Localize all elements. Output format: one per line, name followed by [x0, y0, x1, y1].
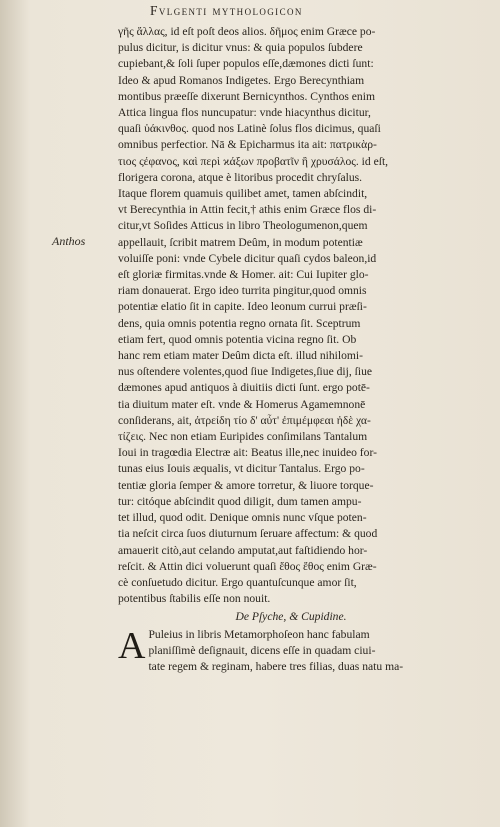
section-title: De Pſyche, & Cupidine.: [235, 610, 347, 624]
text-line: τιος ςέφανος, καὶ περὶ ϰάξων προβατῖν ἢ χρυσάλος. id eſt,: [118, 154, 389, 168]
text-line: τίζεις. Nec non etiam Euripides conſimilans Tantalum: [118, 430, 368, 444]
text-line: florigera corona, atque è litoribus procedit chryſalus.: [118, 170, 363, 184]
text-line: quaſi ὑάκινθος. quod nos Latinè ſolus flos dicimus, quaſi: [118, 122, 381, 136]
text-line: citur,vt Soſides Atticus in libro Theologumenon,quem: [118, 219, 368, 233]
text-line: tia neſcit circa ſuos diuturnum ſeruare affectum: & quod: [118, 527, 378, 541]
text-line: omnibus perfectior. Nā & Epicharmus ita ait: πατρικὰρ-: [118, 138, 377, 152]
opening-lines: [118, 624, 464, 676]
text-line: reſcit. & Attin dici voluerunt quaſi ἔθος ἔθος enim Græ-: [118, 559, 377, 573]
text-line: riam donauerat. Ergo ideo turrita pingitur,quod omnis: [118, 284, 367, 298]
text-line: tentiæ gloria ſemper & amore torretur, & liuore torque-: [118, 478, 374, 492]
text-line: γῆς ἄλλας, id eſt poſt deos alios. δῆμος enim Græce po-: [118, 25, 376, 38]
text-line: tet illud, quod odit. Denique omnis nunc vſque poten-: [118, 511, 367, 525]
chapter-opening: [118, 624, 464, 676]
text-line: hanc rem etiam mater Deûm dicta eſt. illud nihilomi-: [118, 349, 364, 363]
text-line: potentiæ elatio ſit in capite. Ideo leonum currui præſi-: [118, 300, 367, 314]
text-line: etiam fert, quod omnis potentia vicina regno ſit. Ob: [118, 332, 357, 346]
text-line: appellauit, ſcribit matrem Deûm, in modum potentiæ: [118, 235, 363, 249]
text-line: conſiderans, ait, ἀτρείδη τίο δ' αὖτ' ἐπιμέμφεαι ἠδὲ χα-: [118, 413, 371, 427]
text-line: nus oſtendere volentes,quod ſiue Indigetes,ſiue dij, ſiue: [118, 365, 373, 379]
text-line: tunas eius Iouis æqualis, vt dicitur Tantalus. Ergo po-: [118, 462, 365, 476]
text-line: Ideo & apud Romanos Indigetes. Ergo Berecynthiam: [118, 73, 365, 87]
text-line: montibus præeſſe dixerunt Bernicynthos. Cynthos enim: [118, 89, 375, 103]
text-line: eſt gloriæ firmitas.vnde & Homer. ait: Cui Iupiter glo-: [118, 268, 369, 282]
text-line: tur: citóque abſcindit quod diligit, dum tamen ampu-: [118, 494, 362, 508]
text-line: Attica lingua flos nuncupatur: vnde hiacynthus dicitur,: [118, 106, 371, 120]
margin-note: Anthos: [52, 234, 86, 248]
text-line: tia diuitum mater eſt. vnde & Homerus Agamemnonē: [118, 397, 366, 411]
body-text: [118, 24, 464, 675]
text-line: vt Berecynthia in Attin fecit,† athis enim Græce flos di-: [118, 203, 377, 217]
text-line: potentibus ſtabilis eſſe non nouit.: [118, 592, 271, 606]
text-line: Puleius in libris Metamorphoſeon hanc fabulam: [148, 627, 370, 641]
text-line: Ioui in tragœdia Electræ ait: Beatus ille,nec inuideo for-: [118, 446, 377, 460]
running-header: Fvlgenti mythologicon: [150, 3, 303, 18]
text-lines: [118, 24, 464, 607]
text-line: cupiebant,& ſoli ſuper populos eſſe,dæmones dicti ſunt:: [118, 57, 374, 71]
text-line: dæmones apud antiquos à diuitiis dicti ſunt. ergo potē-: [118, 381, 370, 395]
drop-cap: A: [118, 624, 146, 667]
text-line: cè conſuetudo dicitur. Ergo quantuſcunque amor ſit,: [118, 575, 357, 589]
text-line: pulus dicitur, is dicitur vnus: & quia populos ſubdere: [118, 41, 363, 55]
text-line: dens, quia omnis potentia regno ornata ſit. Sceptrum: [118, 316, 361, 330]
text-line: planiſſimè deſignauit, dicens eſſe in quadam ciui-: [148, 643, 376, 657]
text-line: amauerit citò,aut celando amputat,aut faſtidiendo hor-: [118, 543, 368, 557]
text-line: voluiſſe poni: vnde Cybele dicitur quaſi cydos baleon,id: [118, 251, 377, 265]
text-line: Itaque florem quamuis quilibet amet, tamen abſcindit,: [118, 187, 368, 201]
text-line: tate regem & reginam, habere tres filias, duas natu ma-: [148, 659, 404, 673]
